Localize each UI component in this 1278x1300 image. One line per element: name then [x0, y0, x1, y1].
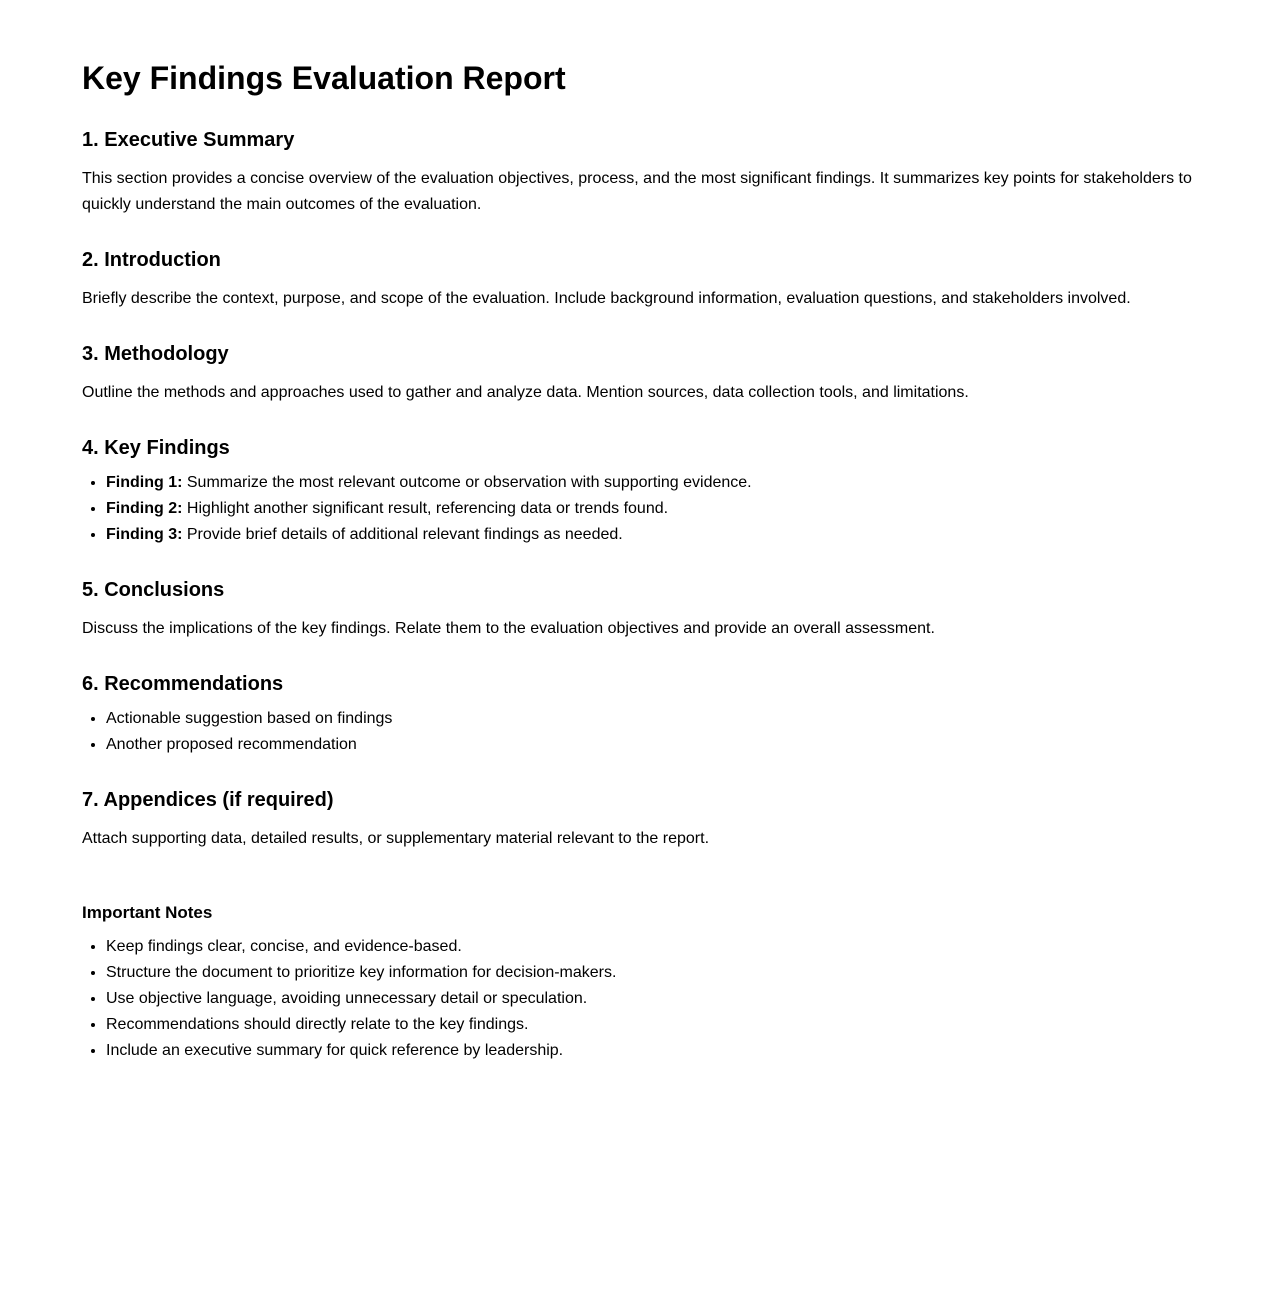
section-heading: 6. Recommendations — [82, 673, 284, 695]
section-heading: 5. Conclusions — [82, 579, 225, 601]
section-executive-summary — [82, 128, 1196, 218]
section-methodology — [82, 342, 1196, 406]
section-text: Outline the methods and approaches used to gather and analyze data. Mention sources, data collection tools, and limitations. — [82, 384, 969, 401]
list-item: • Keep findings clear, concise, and evidence-based. — [106, 934, 1196, 960]
section-heading: 2. Introduction — [82, 249, 221, 271]
section-text: This section provides a concise overview of the evaluation objectives, process, and the most significant findings. It summarizes key points for stakeholders to quickly understand the main outcomes of the evaluation. — [82, 170, 1192, 213]
list-item: • Use objective language, avoiding unnecessary detail or speculation. — [106, 986, 1196, 1012]
finding-label: Finding 3: — [106, 526, 183, 543]
section-text: Attach supporting data, detailed results, or supplementary material relevant to the report. — [82, 830, 710, 847]
section-recommendations — [82, 672, 1196, 758]
page-title: Key Findings Evaluation Report — [82, 60, 566, 96]
section-introduction — [82, 248, 1196, 312]
list-item — [106, 496, 1196, 522]
finding-text: Summarize the most relevant outcome or observation with supporting evidence. — [182, 474, 752, 491]
list-item — [106, 470, 1196, 496]
finding-text: Highlight another significant result, referencing data or trends found. — [182, 500, 669, 517]
section-heading: 1. Executive Summary — [82, 129, 295, 151]
finding-label: Finding 2: — [106, 500, 183, 517]
list-item — [106, 522, 1196, 548]
list-item: • Recommendations should directly relate to the key findings. — [106, 1012, 1196, 1038]
list-item: • Structure the document to prioritize key information for decision-makers. — [106, 960, 1196, 986]
notes-heading: Important Notes — [82, 903, 213, 922]
section-text: Discuss the implications of the key findings. Relate them to the evaluation objectives and provide an overall assessment. — [82, 620, 935, 637]
section-conclusions — [82, 578, 1196, 642]
section-key-findings — [82, 436, 1196, 548]
finding-text: Provide brief details of additional relevant findings as needed. — [182, 526, 623, 543]
notes-list — [82, 934, 1196, 1064]
section-heading: 7. Appendices (if required) — [82, 789, 334, 811]
section-appendices — [82, 788, 1196, 852]
important-notes — [82, 902, 1196, 1064]
list-item: • Actionable suggestion based on findings — [106, 706, 1196, 732]
section-heading: 4. Key Findings — [82, 437, 230, 459]
section-heading: 3. Methodology — [82, 343, 229, 365]
section-text: Briefly describe the context, purpose, and scope of the evaluation. Include background information, evaluation questions, and stakeholders involved. — [82, 290, 1131, 307]
finding-label: Finding 1: — [106, 474, 183, 491]
list-item: • Another proposed recommendation — [106, 732, 1196, 758]
recommendations-list — [82, 706, 1196, 758]
list-item: • Include an executive summary for quick reference by leadership. — [106, 1038, 1196, 1064]
findings-list — [82, 470, 1196, 548]
